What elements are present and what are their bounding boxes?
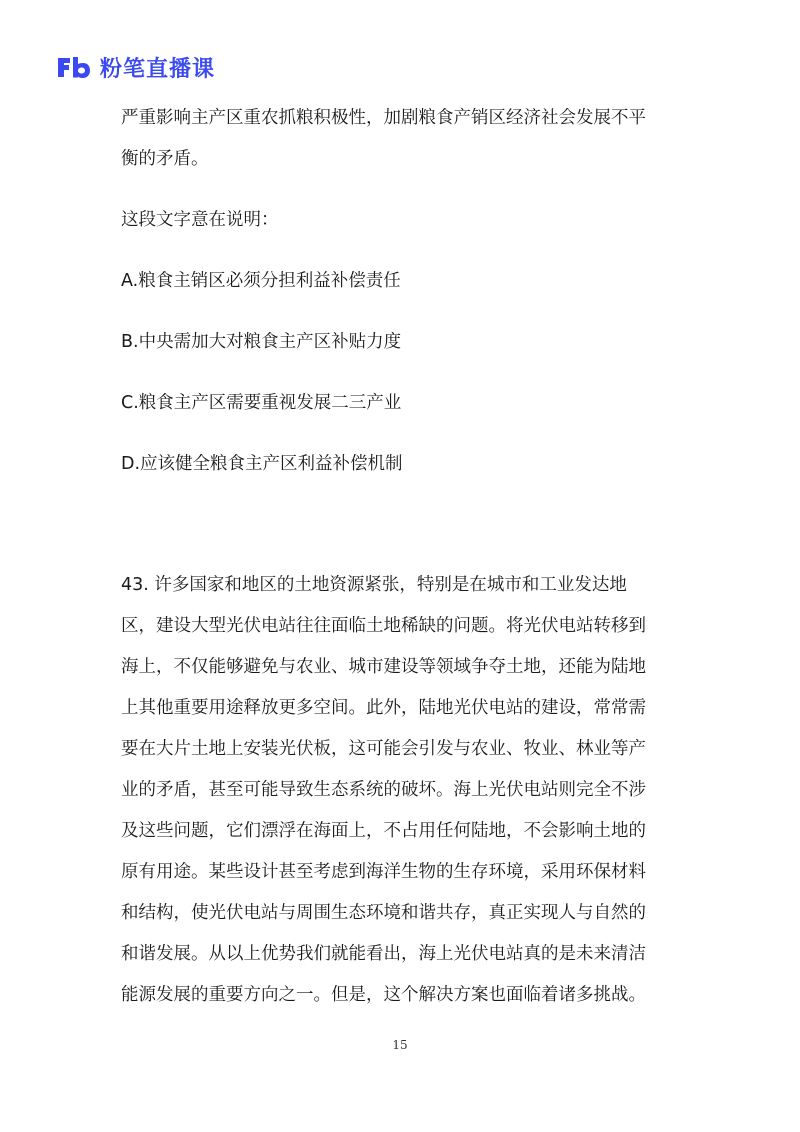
text-line: 衡的矛盾。	[121, 149, 209, 169]
text-line: 43. 许多国家和地区的土地资源紧张，特别是在城市和工业发达地	[121, 575, 627, 595]
text-line: 及这些问题，它们漂浮在海面上，不占用任何陆地，不会影响土地的	[121, 821, 646, 841]
passage-continued	[121, 98, 681, 180]
text-line: 业的矛盾，甚至可能导致生态系统的破坏。海上光伏电站则完全不涉	[121, 780, 646, 800]
text-line: 海上，不仅能够避免与农业、城市建设等领域争夺土地，还能为陆地	[121, 657, 646, 677]
text-line: 和谐发展。从以上优势我们就能看出，海上光伏电站真的是未来清洁	[121, 944, 646, 964]
text-line: 区，建设大型光伏电站往往面临土地稀缺的问题。将光伏电站转移到	[121, 616, 646, 636]
answer-options	[121, 261, 681, 485]
fb-logo-icon	[56, 55, 92, 79]
option-c: C.粮食主产区需要重视发展二三产业	[121, 393, 402, 413]
document-body	[121, 98, 681, 1016]
text-line: 和结构，使光伏电站与周围生态环境和谐共存，真正实现人与自然的	[121, 903, 646, 923]
spacer	[121, 485, 681, 565]
question-43	[121, 565, 681, 1016]
text-line: 要在大片土地上安装光伏板，这可能会引发与农业、牧业、林业等产	[121, 739, 646, 759]
text-line: 原有用途。某些设计甚至考虑到海洋生物的生存环境，采用环保材料	[121, 862, 646, 882]
option-b: B.中央需加大对粮食主产区补贴力度	[121, 332, 402, 352]
text-line: 严重影响主产区重农抓粮积极性，加剧粮食产销区经济社会发展不平	[121, 108, 646, 128]
page-number: 15	[392, 1038, 408, 1052]
option-d: D.应该健全粮食主产区利益补偿机制	[121, 454, 403, 474]
brand-name: 粉笔直播课	[100, 56, 216, 82]
question-prompt: 这段文字意在说明：	[121, 210, 279, 230]
text-line: 能源发展的重要方向之一。但是，这个解决方案也面临着诸多挑战。	[121, 985, 646, 1005]
page-header	[56, 50, 215, 84]
option-a: A.粮食主销区必须分担利益补偿责任	[121, 271, 401, 291]
text-line: 上其他重要用途释放更多空间。此外，陆地光伏电站的建设，常常需	[121, 698, 646, 718]
